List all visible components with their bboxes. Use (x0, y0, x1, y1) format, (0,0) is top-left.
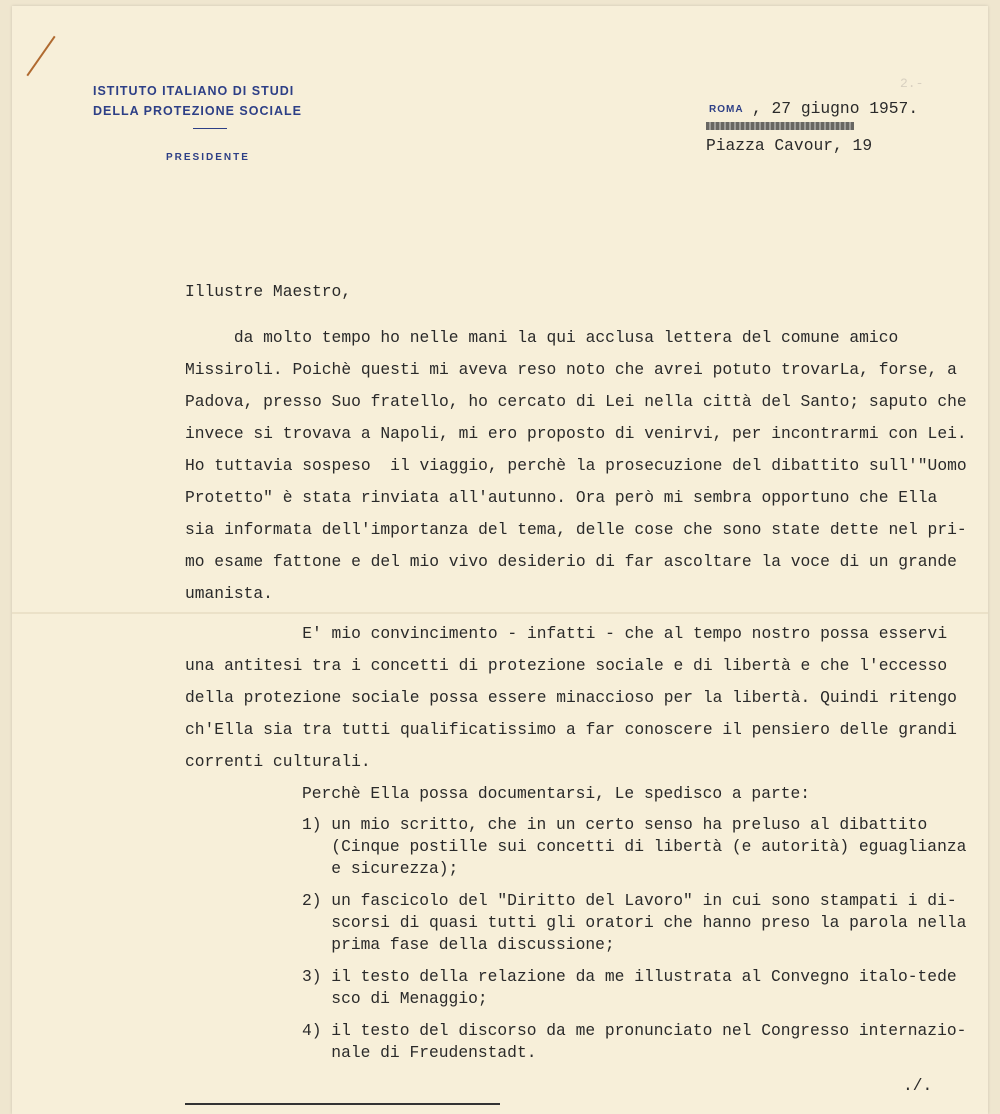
text-line: ch'Ella sia tra tutti qualificatissimo a far conoscere il pensiero delle grandi (185, 720, 957, 739)
text-line: una antitesi tra i concetti di protezione sociale e di libertà e che l'eccesso (185, 656, 948, 675)
enclosure-list (302, 814, 966, 1074)
struck-out-text (706, 122, 854, 130)
enclosure-item-4 (302, 1020, 966, 1064)
text-line: prima fase della discussione; (302, 935, 615, 954)
paragraph-1 (185, 322, 967, 610)
text-line: nale di Freudenstadt. (302, 1043, 537, 1062)
text-line: sco di Menaggio; (302, 989, 488, 1008)
text-line: (Cinque postille sui concetti di libertà (e autorità) eguaglianza (302, 837, 967, 856)
enclosure-item-1 (302, 814, 966, 880)
letterhead-role: PRESIDENTE (166, 152, 250, 163)
text-line: mo esame fattone e del mio vivo desiderio di far ascoltare la voce di un grande (185, 552, 957, 571)
text-line: E' mio convincimento - infatti - che al tempo nostro possa esservi (185, 624, 948, 643)
text-line: da molto tempo ho nelle mani la qui acclusa lettera del comune amico (185, 328, 899, 347)
page-mark: 2.- (900, 76, 924, 91)
text-line: scorsi di quasi tutti gli oratori che hanno preso la parola nella (302, 913, 967, 932)
text-line: 1) un mio scritto, che in un certo senso ha preluso al dibattito (302, 815, 928, 834)
enclosures-intro: Perchè Ella possa documentarsi, Le spedisco a parte: (302, 784, 811, 803)
address: Piazza Cavour, 19 (706, 136, 873, 155)
letterhead-rule (193, 128, 227, 129)
date: , 27 giugno 1957. (752, 99, 919, 118)
city: ROMA (709, 104, 744, 115)
footnote-rule (185, 1103, 500, 1105)
paragraph-2 (185, 618, 957, 778)
text-line: invece si trovava a Napoli, mi ero proposto di venirvi, per incontrarmi con Lei. (185, 424, 967, 443)
fold-line (12, 612, 988, 614)
letterhead-line1: ISTITUTO ITALIANO DI STUDI (93, 84, 295, 98)
letterhead-line2: DELLA PROTEZIONE SOCIALE (93, 104, 302, 118)
text-line: correnti culturali. (185, 752, 371, 771)
text-line: Protetto" è stata rinviata all'autunno. Ora però mi sembra opportuno che Ella (185, 488, 938, 507)
text-line: sia informata dell'importanza del tema, delle cose che sono state dette nel pri- (185, 520, 967, 539)
enclosure-item-2 (302, 890, 966, 956)
text-line: Missiroli. Poichè questi mi aveva reso noto che avrei potuto trovarLa, forse, a (185, 360, 957, 379)
text-line: umanista. (185, 584, 273, 603)
enclosure-item-3 (302, 966, 966, 1010)
text-line: Padova, presso Suo fratello, ho cercato di Lei nella città del Santo; saputo che (185, 392, 967, 411)
text-line: Ho tuttavia sospeso il viaggio, perchè la prosecuzione del dibattito sull'"Uomo (185, 456, 967, 475)
text-line: della protezione sociale possa essere minaccioso per la libertà. Quindi ritengo (185, 688, 957, 707)
text-line: 4) il testo del discorso da me pronunciato nel Congresso internazio- (302, 1021, 967, 1040)
text-line: 2) un fascicolo del "Diritto del Lavoro" in cui sono stampati i di- (302, 891, 957, 910)
continuation-mark: ./. (903, 1076, 933, 1095)
salutation: Illustre Maestro, (185, 282, 352, 301)
text-line: 3) il testo della relazione da me illustrata al Convegno italo-tede (302, 967, 957, 986)
text-line: e sicurezza); (302, 859, 459, 878)
